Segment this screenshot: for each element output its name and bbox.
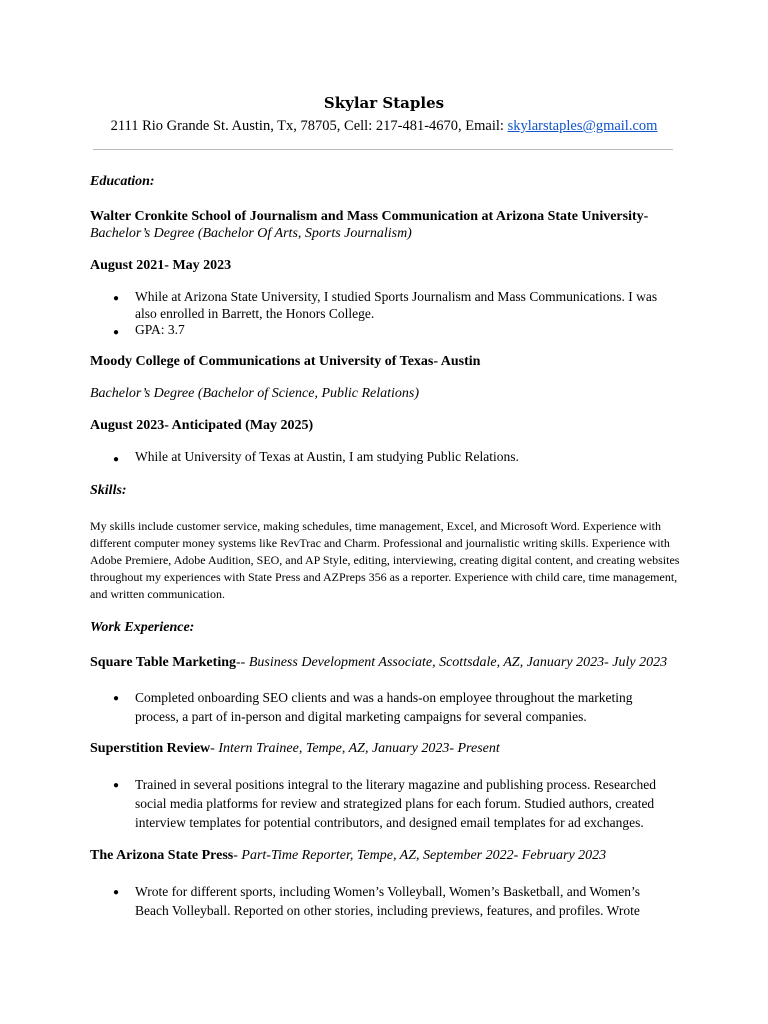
school-1-bullet-1: While at Arizona State University, I studied Sports Journalism and Mass Communications. I was also enrolled in Barrett, the Honors College. xyxy=(135,289,658,321)
job-2-detail: Intern Trainee, Tempe, AZ, January 2023- Present xyxy=(218,741,500,756)
job-3-separator: - xyxy=(233,848,242,863)
school-2-name: Moody College of Communications at University of Texas- Austin xyxy=(90,354,481,369)
school-1-name: Walter Cronkite School of Journalism and Mass Communication at Arizona State University- xyxy=(90,209,649,224)
bullet-marker: ● xyxy=(113,693,120,704)
job-1-org: Square Table Marketing xyxy=(90,655,236,670)
school-2-bullet-1: While at University of Texas at Austin, I am studying Public Relations. xyxy=(135,449,519,464)
bullet-marker: ● xyxy=(113,780,120,791)
work-heading: Work Experience: xyxy=(90,620,195,635)
bullet-marker: ● xyxy=(113,454,120,465)
skills-heading: Skills: xyxy=(90,483,127,498)
job-3-detail: Part-Time Reporter, Tempe, AZ, September 2022- February 2023 xyxy=(241,848,607,863)
header-divider xyxy=(93,149,673,150)
job-1-separator: -- xyxy=(236,655,249,670)
bullet-marker: ● xyxy=(113,293,120,304)
contact-details: 2111 Rio Grande St. Austin, Tx, 78705, Cell: 217-481-4670, Email: xyxy=(110,118,508,134)
education-heading: Education: xyxy=(90,174,155,189)
job-2-title-line xyxy=(90,741,500,757)
school-1-gpa: GPA: 3.7 xyxy=(135,322,185,337)
job-3-title-line xyxy=(90,848,606,864)
job-1-detail: Business Development Associate, Scottsdale, AZ, January 2023- July 2023 xyxy=(248,655,668,670)
job-3-org: The Arizona State Press xyxy=(90,848,234,863)
school-1-degree: Bachelor’s Degree (Bachelor Of Arts, Sports Journalism) xyxy=(90,226,412,241)
job-2-org: Superstition Review xyxy=(90,741,211,756)
job-1-title-line xyxy=(90,655,667,671)
job-2-bullet: Trained in several positions integral to the literary magazine and publishing process. Researched social media platforms for review and strategized plans for each forum. Studied authors, created interview templates for potential contributors, and designed email templates for ad exchanges. xyxy=(135,777,656,830)
skills-text: My skills include customer service, making schedules, time management, Excel, and Microsoft Word. Experience with different computer money systems like RevTrac and Charm. Professional and journalistic writing skills. Experience with Adobe Premiere, Adobe Audition, SEO, and AP Style, editing, interviewing, creating digital content, and creating websites throughout my experiences with State Press and AZPreps 356 as a reporter. Experience with child care, time management, and written communication. xyxy=(90,519,680,601)
bullet-marker: ● xyxy=(113,887,120,898)
candidate-name: Skylar Staples xyxy=(323,94,445,112)
job-2-separator: - xyxy=(210,741,219,756)
school-2-dates: August 2023- Anticipated (May 2025) xyxy=(90,418,314,433)
email-link[interactable]: skylarstaples@gmail.com xyxy=(507,118,658,134)
job-1-bullet: Completed onboarding SEO clients and was a hands-on employee throughout the marketing process, a part of in-person and digital marketing campaigns for several companies. xyxy=(135,690,633,724)
bullet-marker: ● xyxy=(113,327,120,338)
school-1-dates: August 2021- May 2023 xyxy=(90,258,232,273)
job-3-bullet: Wrote for different sports, including Women’s Volleyball, Women’s Basketball, and Women’s Beach Volleyball. Reported on other stories, including previews, features, and profiles. Wrote xyxy=(135,884,641,918)
contact-line xyxy=(0,118,768,135)
school-2-degree: Bachelor’s Degree (Bachelor of Science, Public Relations) xyxy=(90,386,420,401)
